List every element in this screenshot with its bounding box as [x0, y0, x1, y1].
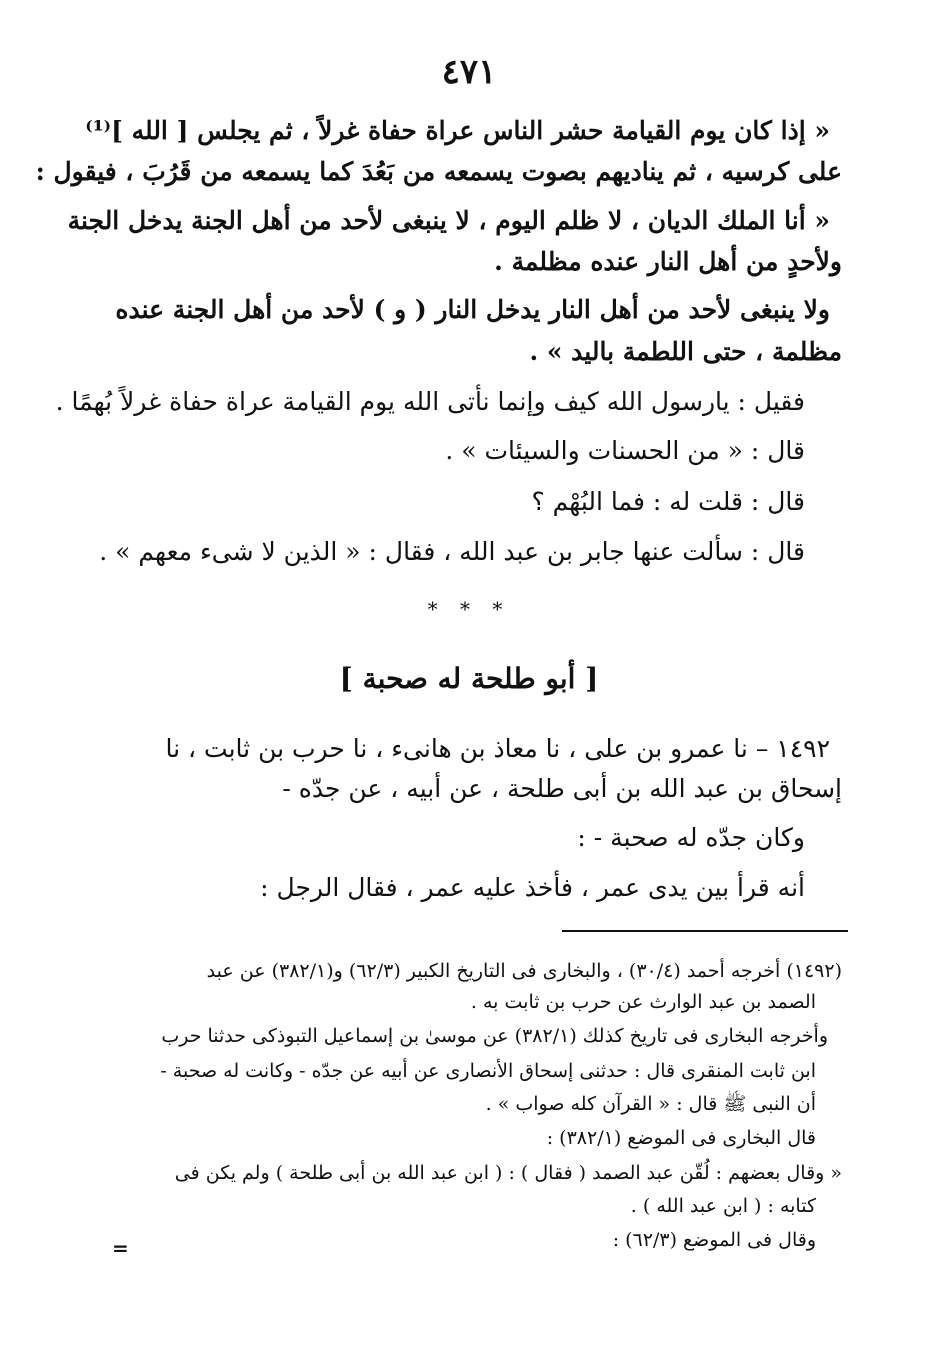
footnote-line: كتابه : ( ابن عبد الله ) . [630, 1195, 816, 1217]
footnote-line: (١٤٩٢) أخرجه أحمد (٣٠/٤) ، والبخارى فى التاريخ الكبير (٦٢/٣) و(٣٨٢/١) عن عبد [206, 960, 842, 982]
body-line: ولا ينبغى لأحد من أهل النار يدخل النار ( و ) لأحد من أهل الجنة عنده [115, 295, 830, 324]
body-line: « أنا الملك الديان ، لا ظلم اليوم ، لا ينبغى لأحد من أهل الجنة يدخل الجنة [67, 206, 830, 235]
continuation-mark: = [112, 1236, 129, 1260]
footnote-line: الصمد بن عبد الوارث عن حرب بن ثابت به . [470, 991, 816, 1013]
body-line: مظلمة ، حتى اللطمة باليد » . [529, 337, 842, 366]
footnote-line: أن النبى ﷺ قال : « القرآن كله صواب » . [485, 1093, 816, 1115]
footnote-line: قال البخارى فى الموضع (٣٨٢/١) : [546, 1127, 816, 1149]
page-number: ٤٧١ [441, 52, 497, 92]
body-line: « إذا كان يوم القيامة حشر الناس عراة حفاة غرلاً ، ثم يجلس [ الله ]⁽¹⁾ [85, 116, 830, 145]
hadith-line: أنه قرأ بين يدى عمر ، فأخذ عليه عمر ، فقال الرجل : [260, 873, 805, 902]
body-line: فقيل : يارسول الله كيف وإنما نأتى الله يوم القيامة عراة حفاة غرلاً بُهمًا . [55, 387, 805, 416]
body-line: على كرسيه ، ثم يناديهم بصوت يسمعه من بَعُدَ كما يسمعه من قَرُبَ ، فيقول : [35, 157, 842, 186]
footnote-line: وأخرجه البخارى فى تاريخ كذلك (٣٨٢/١) عن موسىٰ بن إسماعيل التبوذكى حدثنا حرب [161, 1025, 828, 1047]
hadith-line: إسحاق بن عبد الله بن أبى طلحة ، عن أبيه ، عن جدّه - [282, 774, 842, 803]
footnote-line: وقال فى الموضع (٦٢/٣) : [612, 1229, 816, 1251]
footnote-line: « وقال بعضهم : لُقّن عبد الصمد ( فقال ) : ( ابن عبد الله بن أبى طلحة ) ولم يكن فى [174, 1162, 842, 1184]
body-line: ولأحدٍ من أهل النار عنده مظلمة . [494, 247, 842, 276]
section-separator: * * * [427, 597, 511, 621]
hadith-line: وكان جدّه له صحبة - : [577, 823, 805, 852]
body-line: قال : سألت عنها جابر بن عبد الله ، فقال : « الذين لا شىء معهم » . [99, 537, 805, 566]
footnote-rule [562, 930, 848, 932]
section-heading: [ أبو طلحة له صحبة ] [339, 662, 599, 695]
footnote-line: ابن ثابت المنقرى قال : حدثنى إسحاق الأنصارى عن أبيه عن جدّه - وكانت له صحبة - [160, 1060, 816, 1082]
body-line: قال : « من الحسنات والسيئات » . [445, 436, 805, 465]
body-line: قال : قلت له : فما البُهْم ؟ [531, 487, 805, 516]
hadith-line: ١٤٩٢ – نا عمرو بن على ، نا معاذ بن هانىء ، نا حرب بن ثابت ، نا [165, 734, 830, 763]
